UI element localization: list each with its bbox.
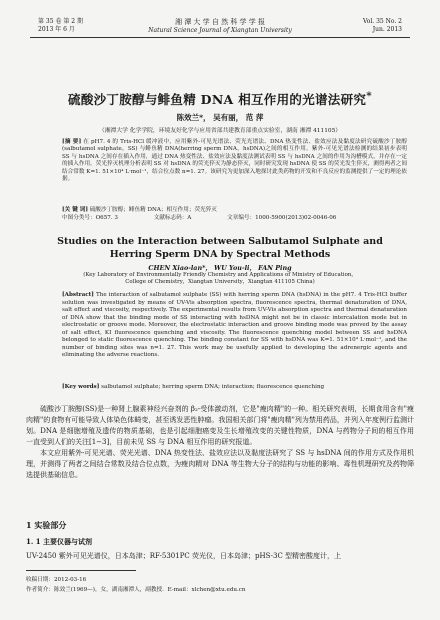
date-right: Jun. 2013	[372, 26, 402, 33]
abstract-en	[62, 292, 407, 360]
date-left: 2013 年 6 月	[38, 26, 75, 33]
class-number: 中图分类号：O657. 3	[62, 215, 118, 221]
paper-title-cn	[0, 90, 440, 108]
body-text	[26, 404, 414, 481]
affiliation-en-line-1: (Key Laboratory of Environmentally Friendly Chemistry and Applications of Ministry of Education，	[83, 272, 357, 278]
footnote-author: 作者简介：陈效兰(1969—)，女，湖南湘潭人，副教授．E-mail：xlchen@xtu.edu.cn	[26, 587, 246, 593]
classification-line	[62, 215, 407, 222]
journal-name-cn: 湘 潭 大 学 自 然 科 学 学 报	[174, 18, 266, 26]
keywords-en-text: salbutamol sulphate; herring sperm DNA; interaction; fluorescence quenching	[101, 384, 325, 390]
authors-en: CHEN Xiao-lan*， WU You-li， FAN Ping	[148, 264, 292, 272]
footnote-rule	[26, 570, 136, 571]
section-heading-1: 1 实验部分	[26, 520, 67, 530]
abstract-en-label: [Abstract]	[62, 292, 94, 298]
paper-title-en	[0, 235, 440, 261]
affiliation-en	[0, 272, 440, 286]
subsection-heading-1-1: 1. 1 主要仪器与试剂	[26, 537, 93, 546]
body-paragraph-1: 硫酸沙丁胺醇(SS)是一种肾上腺素神经兴奋剂的 β₂-受体激动剂，它是"瘦肉精"的一种。相关研究表明，长期食用含有"瘦肉精"的食物有可能导致人体染色体畸变，甚至诱发恶性肿瘤。我国相关部门将"瘦肉精"列为禁用药品，并列入年度例行监测计划。DNA 是细胞增殖及遗传的物质基础，也是引起细胞癌变及生长增殖改变的关键性物质，DNA 与药物分子间的相互作用一直受到人们的关注[1−3]，目前未见 SS 与 DNA 相互作用的研究报道。	[26, 405, 414, 446]
title-footnote-mark: *	[366, 90, 372, 102]
keywords-cn-text: 硫酸沙丁胺醇；鲱鱼精 DNA；相互作用；荧光猝灭	[89, 207, 217, 213]
body-paragraph-2: 本文应用紫外-可见光谱、荧光光谱、DNA 热变性法、盐效应法以及黏度法研究了 SS 与 hsDNA 间的作用方式及作用机理，并测得了两者之间结合常数及结合位点数，为瘦肉精对 DNA 等生物大分子的结构与功能的影响、毒性机理研究及药物筛选提供基础信息。	[26, 449, 414, 479]
body-line-instruments: UV-2450 紫外可见光谱仪，日本岛津；RF-5301PC 荧光仪，日本岛津；pHS-3C 型精密酸度计，上	[26, 552, 342, 560]
abstract-cn-text: 在 pH7. 4 的 Tris-HCl 缓冲液中，应用紫外-可见光谱法、荧光光谱法、DNA 热变性法、盐效应法及黏度法研究硫酸沙丁胺醇(salbutamol sulphate，SS) 与鲱鱼精 DNA(herring sperm DNA，hsDNA)之间的相互作用。紫外-可见光谱法检测的结果初步表明 SS 与 hsDNA 之间存在插入作用，通过 DNA 热变性法、盐效应法及黏度法测试表明 SS 与 hsDNA 之间的作用为沟槽模式，并存在一定的插入作用。荧光猝灭机理分析表明 SS 对 hsDNA 的荧光猝灭为静态猝灭，同时研究发现 hsDNA 使 SS 的荧光发生猝灭，测得两者之间结合常数 K=1. 51×10⁴ L·mol⁻¹，结合位点数 n=1. 27。该研究为更加深入地探讨此类药物的开发和不良反应的监测提供了一定的理论依据。	[62, 139, 407, 183]
volume-info-right	[363, 18, 402, 34]
volume-left: 第 35 卷 第 2 期	[38, 18, 83, 25]
document-code: 文献标志码：A	[153, 215, 192, 221]
running-header	[0, 4, 440, 44]
affiliation-en-line-2: College of Chemistry，Xiangtan University，Xiangtan 411105 China)	[125, 279, 315, 285]
keywords-cn	[62, 207, 407, 214]
abstract-en-text: The interaction of salbutamol sulphate (SS) with herring sperm DNA (hsDNA) in the pH7. 4 Tris-HCl buffer solution was investigated by means of UV-Vis absorption spectra, fluorescence spectra, thermal denaturation of DNA, salt effect and viscosity, respectively. The experimental results from UV-Vis absorption spectra and thermal denaturation of DNA show that the binding mode of SS interacting with hsDNA might not be in classic intercalation mode but in electrostatic or groove mode. Moreover, the electrostatic interaction and groove binding mode was proved by the assay of salt effect, KI fluorescence quenching and viscosity. The fluorescence quenching model between SS and hsDNA belonged to static fluorescence quenching. The binding constant for SS with hsDNA was K=1. 51×10⁴ L·mol⁻¹, and the number of binding sites was n=1. 27. This work may be usefully applied to developing the adrenergic agents and eliminating the adverse reactions.	[62, 292, 408, 358]
keywords-cn-label: [关 键 词]	[62, 207, 88, 213]
keywords-en-label: [Key words]	[62, 384, 100, 390]
journal-name-en: Natural Science Journal of Xiangtan University	[148, 27, 292, 34]
article-number: 文章编号：1000-5900(2013)02-0046-06	[227, 215, 337, 221]
title-en-line-2: Herring Sperm DNA by Spectral Methods	[109, 249, 331, 260]
affiliation-cn: （湘潭大学 化学学院，环境友好化学与应用省部共建教育部重点实验室，湖南 湘潭 411105）	[98, 128, 342, 134]
volume-right: Vol. 35 No. 2	[362, 18, 402, 25]
keywords-en	[62, 384, 407, 392]
abstract-cn-label: [摘 要]	[62, 139, 82, 145]
footnote-received: 收稿日期：2012-03-16	[26, 577, 87, 583]
authors-cn: 陈效兰*， 吴有丽， 范 萍	[176, 113, 264, 122]
abstract-cn	[62, 139, 407, 183]
header-rule	[30, 37, 410, 38]
title-cn-text: 硫酸沙丁胺醇与鲱鱼精 DNA 相互作用的光谱法研究	[68, 92, 367, 108]
title-en-line-1: Studies on the Interaction between Salbutamol Sulphate and	[57, 236, 383, 247]
